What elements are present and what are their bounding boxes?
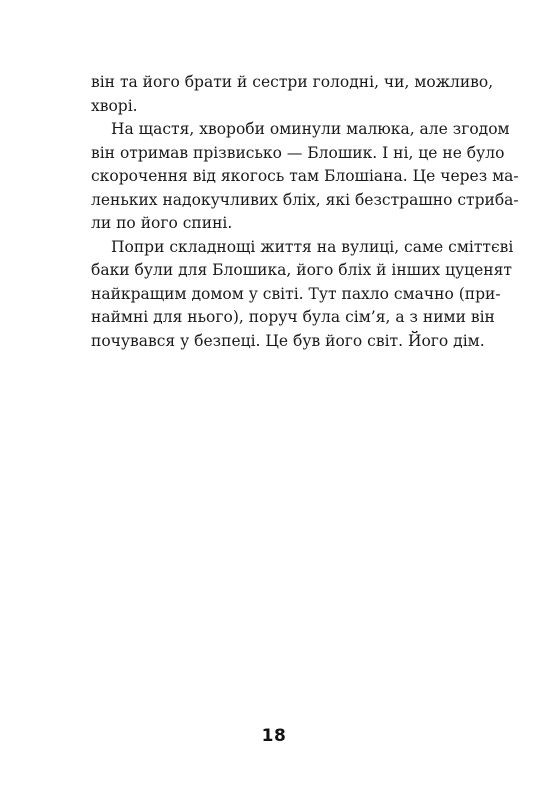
text-line: На щастя, хвороби оминули малюка, але згодом [111,120,510,138]
text-line: Попри складнощі життя на вулиці, саме сміттєві [111,237,514,256]
text-line: наймні для нього), поруч була сім’я, а з ними він [91,308,495,326]
page-body-text [91,71,519,353]
paragraph [91,236,514,354]
page-number: 18 [261,726,287,746]
text-line: він та його брати й сестри голодні, чи, можливо, [91,73,494,91]
text-line: він отримав прізвисько — Блошик. І ні, це не було [91,143,505,162]
text-line: леньких надокучливих бліх, які безстрашно стриба- [91,190,519,209]
text-line: скорочення від якогось там Блошіана. Це через ма- [91,167,519,185]
paragraph [91,118,519,236]
text-line: хворі. [91,96,138,115]
text-line: почувався у безпеці. Це був його світ. Його дім. [91,331,485,350]
text-line: найкращим домом у світі. Тут пахло смачно (при- [91,284,501,303]
paragraph-continuation [91,71,494,118]
text-line: баки були для Блошика, його бліх й інших цуценят [91,261,512,279]
text-line: ли по його спині. [91,214,233,232]
